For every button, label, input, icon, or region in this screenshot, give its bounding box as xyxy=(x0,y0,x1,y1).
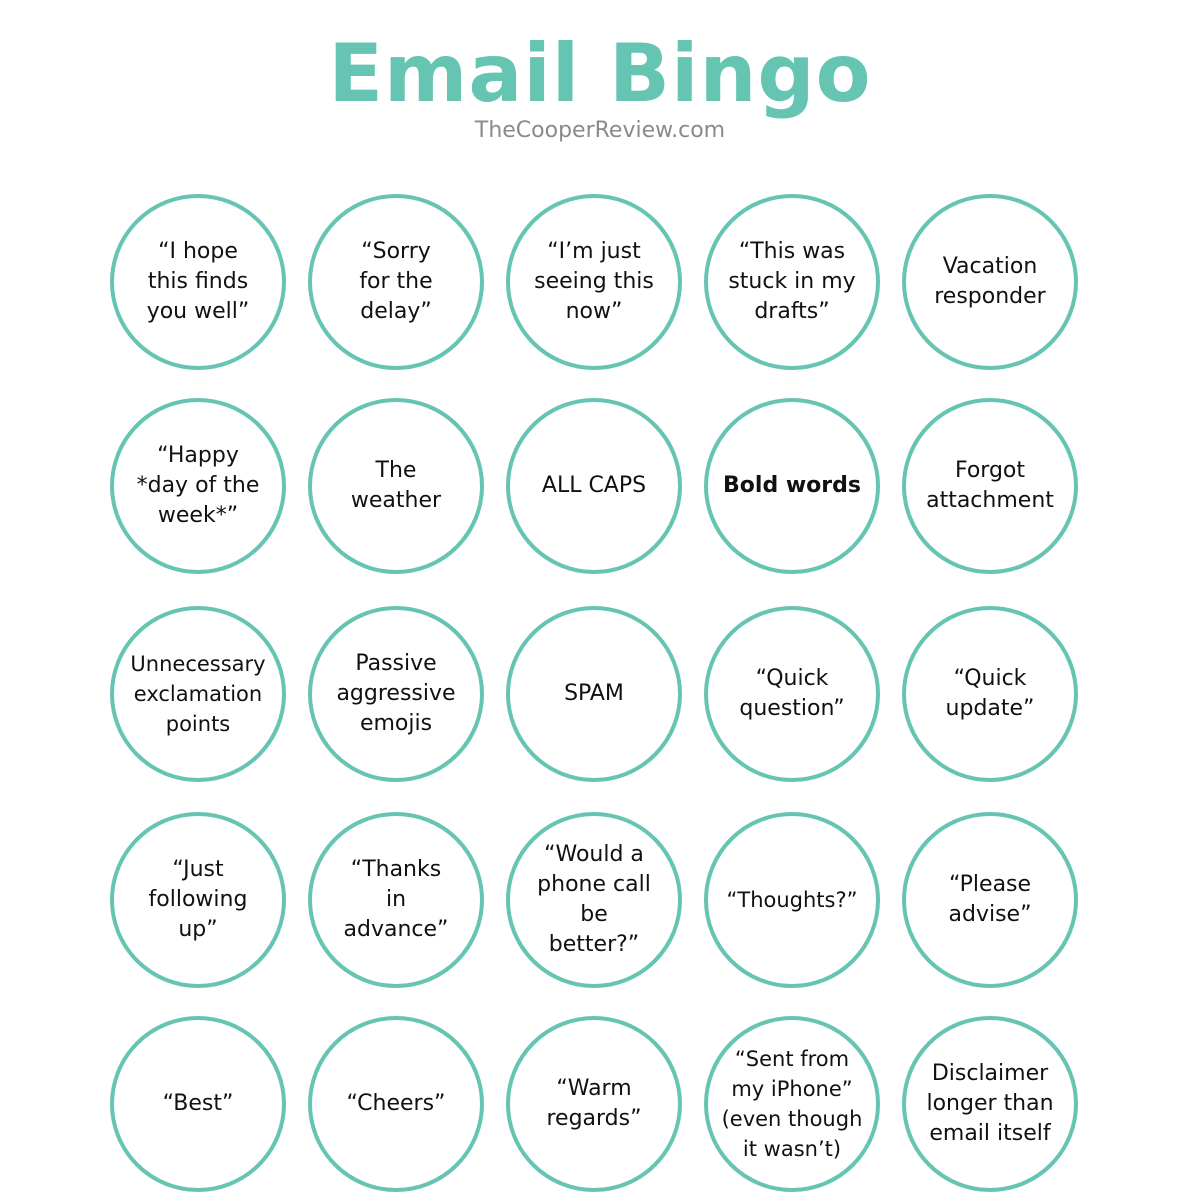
bingo-cell[interactable] xyxy=(704,606,880,782)
bingo-cell[interactable] xyxy=(704,194,880,370)
bingo-cell-label: “Best” xyxy=(162,1091,234,1116)
bingo-cell[interactable] xyxy=(308,194,484,370)
bingo-cell[interactable] xyxy=(110,812,286,988)
page-subtitle: TheCooperReview.com xyxy=(474,118,726,143)
bingo-cell[interactable] xyxy=(902,194,1078,370)
bingo-cell-label: “Just following up” xyxy=(148,857,248,942)
bingo-cell-label: “Warm regards” xyxy=(546,1076,642,1131)
bingo-cell-label: Passive aggressive emojis xyxy=(336,651,456,736)
bingo-cell[interactable] xyxy=(902,606,1078,782)
bingo-cell[interactable] xyxy=(902,1016,1078,1192)
bingo-cell-label: “I’m just seeing this now” xyxy=(534,239,654,324)
bingo-cell-label: “Please advise” xyxy=(948,872,1032,927)
bingo-cell-label: “Quick update” xyxy=(945,666,1035,721)
bingo-cell-label: The weather xyxy=(350,458,442,513)
bingo-cell-label: “Thoughts?” xyxy=(726,888,858,912)
bingo-cell-label: Vacation responder xyxy=(934,254,1046,309)
bingo-cell[interactable] xyxy=(110,606,286,782)
bingo-cell-label: SPAM xyxy=(564,681,624,706)
bingo-cell-label: “I hope this finds you well” xyxy=(146,239,250,324)
bingo-cell[interactable] xyxy=(308,398,484,574)
page-title: Email Bingo xyxy=(328,27,872,120)
bingo-cell[interactable] xyxy=(704,398,880,574)
bingo-cell-label: “Thanks in advance” xyxy=(343,857,449,942)
bingo-cell-label: “Sent from my iPhone” (even though it wasn’t) xyxy=(721,1047,863,1161)
bingo-cell[interactable] xyxy=(308,606,484,782)
bingo-cell-label: Disclaimer longer than email itself xyxy=(926,1061,1054,1146)
bingo-cell-label: Forgot attachment xyxy=(926,458,1054,513)
bingo-cell[interactable] xyxy=(308,812,484,988)
bingo-cell-label: “Would a phone call be better?” xyxy=(537,842,651,957)
bingo-cell[interactable] xyxy=(110,194,286,370)
bingo-cell[interactable] xyxy=(902,812,1078,988)
bingo-cell[interactable] xyxy=(704,1016,880,1192)
bingo-cell-label: Unnecessary exclamation points xyxy=(130,652,266,736)
bingo-cell[interactable] xyxy=(704,812,880,988)
bingo-cell[interactable] xyxy=(506,812,682,988)
bingo-cell[interactable] xyxy=(110,1016,286,1192)
bingo-cell-label: “Cheers” xyxy=(346,1091,446,1116)
bingo-cell-label: “Happy *day of the week*” xyxy=(136,443,260,528)
bingo-cell[interactable] xyxy=(506,398,682,574)
bingo-cell[interactable] xyxy=(902,398,1078,574)
bingo-cell-label: “Sorry for the delay” xyxy=(359,239,433,324)
bingo-cell[interactable] xyxy=(110,398,286,574)
bingo-cell-label: “This was stuck in my drafts” xyxy=(728,239,856,324)
bingo-cell-label: ALL CAPS xyxy=(541,473,647,498)
bingo-cell[interactable] xyxy=(506,194,682,370)
bingo-cell-label: “Quick question” xyxy=(739,666,845,721)
bingo-cell[interactable] xyxy=(308,1016,484,1192)
bingo-cell-label: Bold words xyxy=(723,473,861,498)
bingo-cell[interactable] xyxy=(506,606,682,782)
bingo-cell[interactable] xyxy=(506,1016,682,1192)
